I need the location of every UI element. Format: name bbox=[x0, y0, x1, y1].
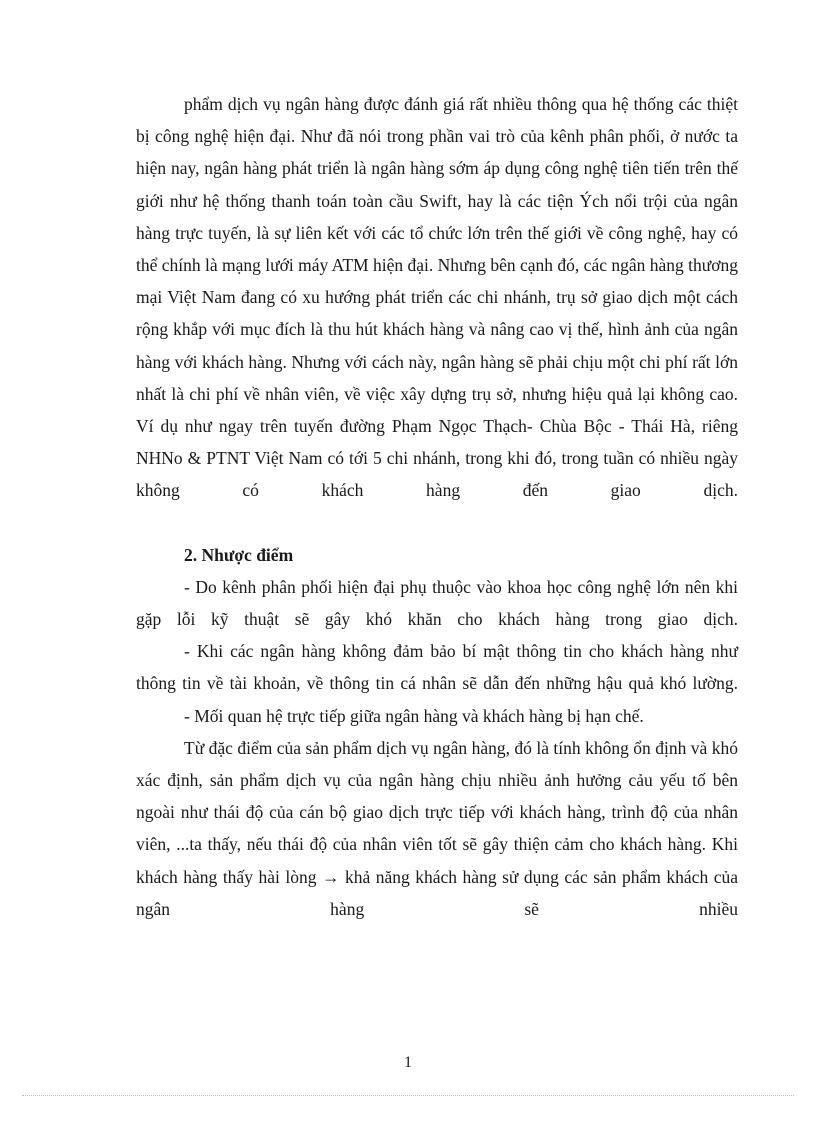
section-heading: 2. Nhược điểm bbox=[184, 544, 294, 565]
paragraph-2: Từ đặc điểm của sản phẩm dịch vụ ngân hàng, đó là tính không ổn định và khó xác định, sản phẩm dịch vụ của ngân hàng chịu nhiều ảnh hưởng cảu yếu tố bên ngoài như thái độ của cán bộ giao dịch trực tiếp với khách hàng, trình độ của nhân viên, ...ta thấy, nếu thái độ của nhân viên tốt sẽ gây thiện cảm cho khách hàng. Khi khách hàng thấy hài lòng → khả năng khách hàng sử dụng các sản phẩm khách của ngân hàng sẽ nhiều bbox=[136, 737, 738, 919]
bullet-1: - Do kênh phân phối hiện đại phụ thuộc vào khoa học công nghệ lớn nên khi gặp lỗi kỹ thuật sẽ gây khó khăn cho khách hàng trong giao dịch. bbox=[136, 576, 738, 630]
bullet-3: - Mối quan hệ trực tiếp giữa ngân hàng và khách hàng bị hạn chế. bbox=[184, 705, 644, 726]
document-body bbox=[136, 88, 738, 925]
bullet-2: - Khi các ngân hàng không đảm bảo bí mật thông tin cho khách hàng như thông tin về tài khoản, về thông tin cá nhân sẽ dẫn đến những hậu quả khó lường. bbox=[136, 641, 738, 694]
page-number: 1 bbox=[404, 1054, 412, 1071]
section-spacer bbox=[136, 507, 738, 539]
footer-divider bbox=[22, 1095, 794, 1096]
paragraph-1: phẩm dịch vụ ngân hàng được đánh giá rất nhiều thông qua hệ thống các thiệt bị công nghệ hiện đại. Như đã nói trong phần vai trò của kênh phân phối, ở nước ta hiện nay, ngân hàng phát triển là ngân hàng sớm áp dụng công nghệ tiên tiến trên thế giới như hệ thống thanh toán toàn cầu Swift, hay là các tiện Ých nổi trội của ngân hàng trực tuyến, là sự liên kết với các tổ chức lớn trên thế giới về công nghệ, hay có thể chính là mạng lưới máy ATM hiện đại. Nhưng bên cạnh đó, các ngân hàng thương mại Việt Nam đang có xu hướng phát triển các chi nhánh, trụ sở giao dịch một cách rộng khắp với mục đích là thu hút khách hàng và nâng cao vị thế, hình ảnh của ngân hàng với khách hàng. Nhưng với cách này, ngân hàng sẽ phải chịu một chi phí rất lớn nhất là chi phí về nhân viên, về việc xây dựng trụ sở, nhưng hiệu quả lại không cao. Ví dụ như ngay trên tuyến đường Phạm Ngọc Thạch- Chùa Bộc - Thái Hà, riêng NHNo & PTNT Việt Nam có tới 5 chi nhánh, trong khi đó, trong tuần có nhiều ngày không có khách hàng đến giao dịch. bbox=[136, 94, 738, 501]
